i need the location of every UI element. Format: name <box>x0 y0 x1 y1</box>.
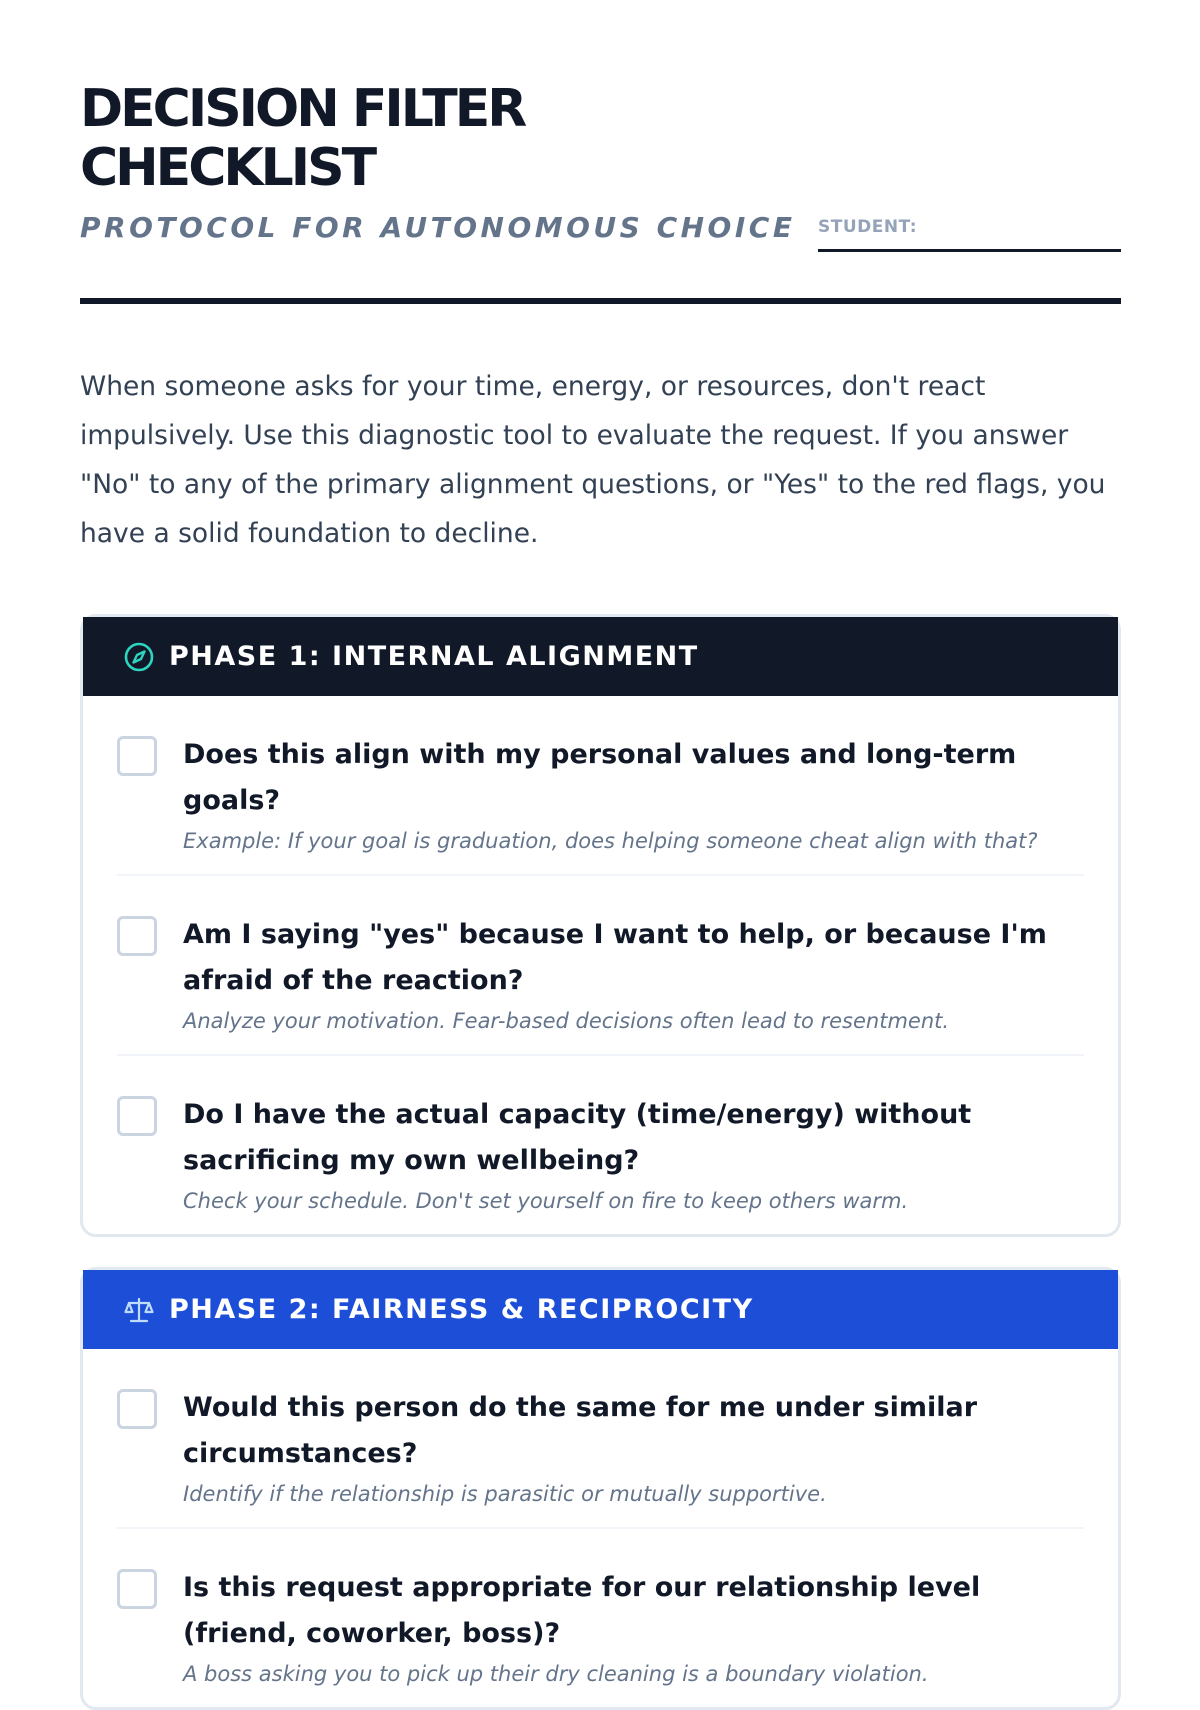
item-checkbox[interactable] <box>117 1569 157 1609</box>
item-hint: Analyze your motivation. Fear-based decisions often lead to resentment. <box>183 1009 950 1033</box>
item-question: Am I saying "yes" because I want to help, or because I'm afraid of the reaction? <box>183 919 1047 996</box>
item-checkbox[interactable] <box>117 916 157 956</box>
compass-icon <box>123 641 155 673</box>
phase-1-card <box>80 614 1121 1237</box>
student-label: STUDENT: <box>818 217 918 237</box>
item-checkbox[interactable] <box>117 1096 157 1136</box>
phase-2-card <box>80 1267 1121 1710</box>
checklist-item <box>117 1349 1084 1529</box>
checklist-item <box>117 1529 1084 1707</box>
phase-2-items <box>83 1349 1118 1707</box>
item-text <box>183 1385 1084 1509</box>
checklist-page <box>80 80 1121 1710</box>
item-checkbox[interactable] <box>117 1389 157 1429</box>
subtitle-row <box>80 208 1121 260</box>
student-field[interactable] <box>818 214 1121 252</box>
item-question: Do I have the actual capacity (time/energy) without sacrificing my own wellbeing? <box>183 1099 972 1176</box>
item-question: Does this align with my personal values and long-term goals? <box>183 739 1017 816</box>
item-text <box>183 1565 1084 1689</box>
checklist-item <box>117 696 1084 876</box>
phase-1-items <box>83 696 1118 1234</box>
item-text <box>183 912 1084 1036</box>
item-text <box>183 732 1084 856</box>
scales-icon <box>123 1294 155 1326</box>
header-divider <box>80 298 1121 304</box>
item-hint: A boss asking you to pick up their dry cleaning is a boundary violation. <box>183 1662 929 1686</box>
item-question: Is this request appropriate for our relationship level (friend, coworker, boss)? <box>183 1572 981 1649</box>
item-hint: Check your schedule. Don't set yourself on fire to keep others warm. <box>183 1189 909 1213</box>
item-question: Would this person do the same for me under similar circumstances? <box>183 1392 978 1469</box>
checklist-item <box>117 876 1084 1056</box>
item-checkbox[interactable] <box>117 736 157 776</box>
page-title: DECISION FILTER CHECKLIST <box>80 79 525 198</box>
phase-1-header <box>83 617 1118 696</box>
intro-paragraph: When someone asks for your time, energy, or resources, don't react impulsively. Use this diagnostic tool to evaluate the request. If you answer "No" to any of the primary alignment questions, or "Yes" to the red flags, you have a solid foundation to decline. <box>80 371 1106 549</box>
item-hint: Identify if the relationship is parasitic or mutually supportive. <box>183 1482 827 1506</box>
item-text <box>183 1092 1084 1216</box>
checklist-item <box>117 1056 1084 1234</box>
phase-1-title: PHASE 1: INTERNAL ALIGNMENT <box>169 641 699 672</box>
phase-2-header <box>83 1270 1118 1349</box>
item-hint: Example: If your goal is graduation, does helping someone cheat align with that? <box>183 829 1038 853</box>
phase-2-title: PHASE 2: FAIRNESS & RECIPROCITY <box>169 1294 754 1325</box>
page-subtitle: PROTOCOL FOR AUTONOMOUS CHOICE <box>80 211 796 244</box>
